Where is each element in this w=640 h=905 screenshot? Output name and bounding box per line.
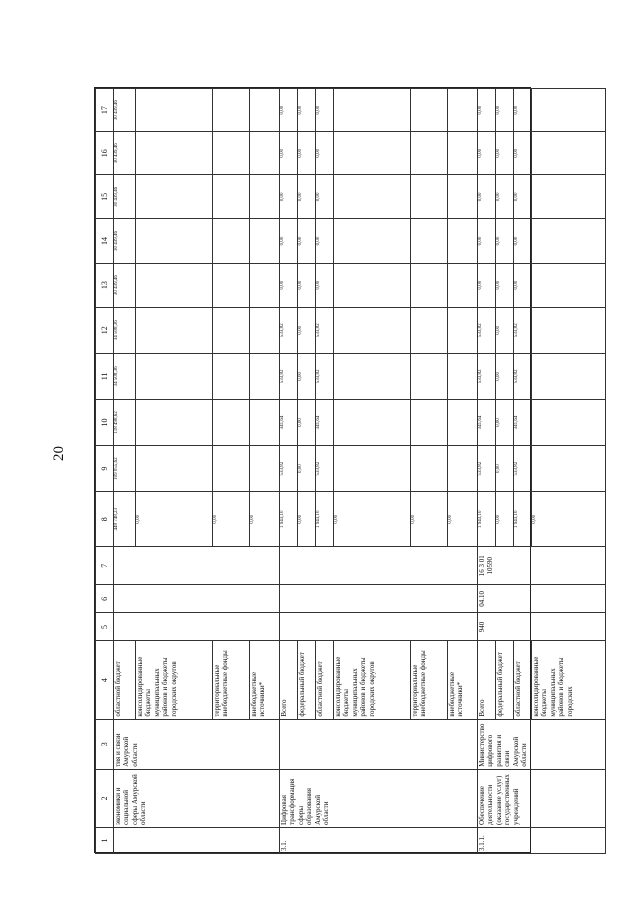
value-cell: 0,00 bbox=[280, 263, 298, 307]
value-cell: 0,00 bbox=[136, 492, 213, 547]
value-cell: 0,00 bbox=[514, 89, 532, 132]
source-cell: внебюджетные источники* bbox=[448, 641, 478, 719]
value-cell bbox=[334, 353, 411, 399]
value-cell: 341,64 bbox=[280, 399, 298, 445]
value-cell bbox=[136, 353, 213, 399]
value-cell: 0,00 bbox=[250, 492, 280, 547]
value-cell bbox=[250, 132, 280, 175]
value-cell: 0,00 bbox=[316, 175, 334, 219]
value-cell bbox=[213, 175, 250, 219]
value-cell bbox=[532, 307, 606, 353]
value-cell bbox=[448, 132, 478, 175]
name-cell: экономики и социальной сферы Амурской области bbox=[114, 769, 280, 827]
value-cell bbox=[532, 353, 606, 399]
value-cell: 341,64 bbox=[514, 399, 532, 445]
value-cell bbox=[213, 132, 250, 175]
value-cell: 0,00 bbox=[514, 219, 532, 263]
col-header: 4 bbox=[96, 641, 114, 719]
value-cell: 0,00 bbox=[316, 219, 334, 263]
value-cell bbox=[334, 307, 411, 353]
value-cell bbox=[334, 399, 411, 445]
value-cell: 533,82 bbox=[514, 446, 532, 492]
rotated-table-content bbox=[95, 88, 574, 854]
value-cell: 0,00 bbox=[316, 132, 334, 175]
source-cell: консолидированные бюджеты муниципальных районов и бюджеты городских округов bbox=[334, 641, 411, 719]
col-header: 7 bbox=[96, 547, 114, 585]
name-cell: Цифровая трансформация сферы образования Амурской области bbox=[280, 769, 478, 827]
value-cell bbox=[532, 132, 606, 175]
source-cell: областной бюджет bbox=[514, 641, 532, 719]
value-cell bbox=[213, 89, 250, 132]
value-cell: 0,00 bbox=[496, 307, 514, 353]
value-cell: 533,82 bbox=[316, 353, 334, 399]
value-cell: 0,00 bbox=[478, 219, 496, 263]
value-cell: 0,00 bbox=[316, 263, 334, 307]
value-cell: 0,00 bbox=[532, 492, 606, 547]
value-cell: 0,00 bbox=[298, 263, 316, 307]
value-cell: 0,00 bbox=[280, 175, 298, 219]
value-cell: 0,00 bbox=[334, 492, 411, 547]
value-cell: 448 748,23 bbox=[114, 492, 136, 547]
value-cell: 533,82 bbox=[280, 446, 298, 492]
value-cell bbox=[532, 263, 606, 307]
csr-cell bbox=[280, 547, 478, 585]
value-cell: 0,00 bbox=[514, 132, 532, 175]
col-header: 11 bbox=[96, 353, 114, 399]
value-cell bbox=[250, 89, 280, 132]
value-cell: 0,00 bbox=[298, 132, 316, 175]
value-cell bbox=[448, 353, 478, 399]
csr-cell: 16 3 01 10590 bbox=[478, 547, 606, 585]
value-cell bbox=[411, 446, 448, 492]
value-cell bbox=[250, 399, 280, 445]
source-cell: федеральный бюджет bbox=[496, 641, 514, 719]
grbs-cell: 940 bbox=[478, 613, 606, 641]
executor-cell bbox=[280, 719, 478, 769]
value-cell: 0,00 bbox=[280, 219, 298, 263]
value-cell: 1 943,10 bbox=[316, 492, 334, 547]
value-cell: 30 439,46 bbox=[114, 263, 136, 307]
value-cell: 0,00 bbox=[298, 219, 316, 263]
value-cell: 0,00 bbox=[496, 353, 514, 399]
value-cell: 34 508,36 bbox=[114, 353, 136, 399]
value-cell: 341,64 bbox=[478, 399, 496, 445]
value-cell bbox=[213, 353, 250, 399]
value-cell: 118 498,62 bbox=[114, 399, 136, 445]
grbs-cell bbox=[114, 613, 280, 641]
value-cell bbox=[136, 399, 213, 445]
value-cell: 533,82 bbox=[280, 307, 298, 353]
value-cell: 533,82 bbox=[478, 446, 496, 492]
value-cell: 533,82 bbox=[280, 353, 298, 399]
value-cell bbox=[448, 307, 478, 353]
value-cell: 0,00 bbox=[496, 263, 514, 307]
col-header: 15 bbox=[96, 175, 114, 219]
value-cell: 0,00 bbox=[280, 89, 298, 132]
source-cell: территориальные внебюджетные фонды bbox=[213, 641, 250, 719]
col-header: 12 bbox=[96, 307, 114, 353]
value-cell bbox=[250, 219, 280, 263]
value-cell: 30 439,46 bbox=[114, 89, 136, 132]
value-cell bbox=[213, 263, 250, 307]
header-row bbox=[96, 89, 114, 854]
value-cell: 0,00 bbox=[496, 132, 514, 175]
value-cell bbox=[334, 175, 411, 219]
value-cell bbox=[448, 89, 478, 132]
value-cell: 1 943,10 bbox=[478, 492, 496, 547]
csr-cell bbox=[114, 547, 280, 585]
value-cell: 0,00 bbox=[280, 132, 298, 175]
value-cell bbox=[136, 175, 213, 219]
value-cell: 0,00 bbox=[496, 446, 514, 492]
value-cell bbox=[411, 89, 448, 132]
value-cell bbox=[411, 353, 448, 399]
source-cell: областной бюджет bbox=[316, 641, 334, 719]
value-cell bbox=[250, 353, 280, 399]
value-cell: 34 508,36 bbox=[114, 307, 136, 353]
col-header: 13 bbox=[96, 263, 114, 307]
name-cell: Обеспечение деятельности (оказание услуг) государственных учреждений bbox=[478, 769, 606, 827]
col-header: 16 bbox=[96, 132, 114, 175]
value-cell: 0,00 bbox=[411, 492, 448, 547]
code-cell: 3.1.1. bbox=[478, 827, 606, 853]
value-cell bbox=[411, 132, 448, 175]
value-cell bbox=[411, 219, 448, 263]
value-cell: 0,00 bbox=[514, 175, 532, 219]
col-header: 2 bbox=[96, 769, 114, 827]
value-cell bbox=[532, 89, 606, 132]
value-cell: 0,00 bbox=[496, 399, 514, 445]
col-header: 14 bbox=[96, 219, 114, 263]
source-cell: федеральный бюджет bbox=[298, 641, 316, 719]
value-cell: 30 439,46 bbox=[114, 175, 136, 219]
value-cell bbox=[250, 263, 280, 307]
col-header: 6 bbox=[96, 585, 114, 613]
table-row bbox=[478, 89, 496, 854]
value-cell: 0,00 bbox=[514, 263, 532, 307]
value-cell: 1 943,10 bbox=[514, 492, 532, 547]
value-cell: 0,00 bbox=[298, 307, 316, 353]
page-number: 20 bbox=[51, 446, 67, 461]
value-cell bbox=[136, 446, 213, 492]
value-cell: 341,64 bbox=[316, 399, 334, 445]
executor-cell: тия и связи Амурской области bbox=[114, 719, 280, 769]
value-cell bbox=[448, 175, 478, 219]
budget-table bbox=[95, 88, 606, 854]
value-cell: 0,00 bbox=[316, 89, 334, 132]
source-cell: Всего bbox=[478, 641, 496, 719]
source-cell: Всего bbox=[280, 641, 298, 719]
code-cell bbox=[114, 827, 280, 853]
value-cell: 0,00 bbox=[496, 89, 514, 132]
table-row bbox=[114, 89, 136, 854]
value-cell bbox=[411, 175, 448, 219]
value-cell: 0,00 bbox=[298, 175, 316, 219]
value-cell bbox=[411, 307, 448, 353]
table-row bbox=[280, 89, 298, 854]
value-cell: 533,82 bbox=[478, 353, 496, 399]
value-cell: 0,00 bbox=[496, 219, 514, 263]
value-cell: 0,00 bbox=[213, 492, 250, 547]
value-cell: 0,00 bbox=[478, 132, 496, 175]
value-cell: 533,82 bbox=[514, 353, 532, 399]
value-cell bbox=[213, 307, 250, 353]
value-cell bbox=[334, 132, 411, 175]
value-cell bbox=[532, 399, 606, 445]
value-cell bbox=[136, 132, 213, 175]
value-cell: 0,00 bbox=[298, 399, 316, 445]
rzpr-cell bbox=[280, 585, 478, 613]
grbs-cell bbox=[280, 613, 478, 641]
value-cell: 0,00 bbox=[478, 263, 496, 307]
budget-table-frame bbox=[94, 87, 574, 853]
source-cell: территориальные внебюджетные фонды bbox=[411, 641, 448, 719]
value-cell bbox=[532, 446, 606, 492]
source-cell: областной бюджет bbox=[114, 641, 136, 719]
value-cell: 0,00 bbox=[298, 492, 316, 547]
code-cell: 3.1. bbox=[280, 827, 478, 853]
value-cell bbox=[532, 219, 606, 263]
rzpr-cell: 04.10 bbox=[478, 585, 606, 613]
value-cell bbox=[411, 399, 448, 445]
value-cell: 533,82 bbox=[316, 307, 334, 353]
rzpr-cell bbox=[114, 585, 280, 613]
col-header: 17 bbox=[96, 89, 114, 132]
executor-cell: Министерство цифрового развития и связи Амурской области bbox=[478, 719, 606, 769]
value-cell: 0,00 bbox=[496, 175, 514, 219]
value-cell: 30 439,46 bbox=[114, 219, 136, 263]
value-cell: 0,00 bbox=[298, 353, 316, 399]
value-cell bbox=[448, 399, 478, 445]
value-cell bbox=[213, 446, 250, 492]
col-header: 10 bbox=[96, 399, 114, 445]
value-cell bbox=[213, 399, 250, 445]
source-cell: внебюджетные источники* bbox=[250, 641, 280, 719]
value-cell: 30 439,46 bbox=[114, 132, 136, 175]
col-header: 1 bbox=[96, 827, 114, 853]
value-cell: 533,82 bbox=[478, 307, 496, 353]
value-cell bbox=[334, 263, 411, 307]
value-cell bbox=[448, 263, 478, 307]
source-cell: консолидированные бюджеты муниципальных районов и бюджеты городских bbox=[532, 641, 606, 719]
value-cell bbox=[136, 89, 213, 132]
value-cell: 0,00 bbox=[478, 175, 496, 219]
value-cell: 0,00 bbox=[298, 446, 316, 492]
value-cell bbox=[136, 263, 213, 307]
col-header: 5 bbox=[96, 613, 114, 641]
value-cell: 533,82 bbox=[514, 307, 532, 353]
value-cell bbox=[136, 219, 213, 263]
col-header: 9 bbox=[96, 446, 114, 492]
value-cell bbox=[334, 219, 411, 263]
source-cell: консолидированные бюджеты муниципальных районов и бюджеты городских округов bbox=[136, 641, 213, 719]
value-cell: 533,82 bbox=[316, 446, 334, 492]
value-cell: 1 943,10 bbox=[280, 492, 298, 547]
value-cell: 0,00 bbox=[496, 492, 514, 547]
value-cell bbox=[136, 307, 213, 353]
value-cell bbox=[448, 446, 478, 492]
value-cell bbox=[411, 263, 448, 307]
value-cell: 0,00 bbox=[448, 492, 478, 547]
value-cell bbox=[250, 446, 280, 492]
value-cell bbox=[532, 175, 606, 219]
value-cell bbox=[250, 175, 280, 219]
value-cell: 109 055,62 bbox=[114, 446, 136, 492]
value-cell bbox=[334, 89, 411, 132]
value-cell bbox=[250, 307, 280, 353]
value-cell: 0,00 bbox=[478, 89, 496, 132]
value-cell bbox=[213, 219, 250, 263]
value-cell bbox=[334, 446, 411, 492]
value-cell bbox=[448, 219, 478, 263]
value-cell: 0,00 bbox=[298, 89, 316, 132]
col-header: 8 bbox=[96, 492, 114, 547]
col-header: 3 bbox=[96, 719, 114, 769]
